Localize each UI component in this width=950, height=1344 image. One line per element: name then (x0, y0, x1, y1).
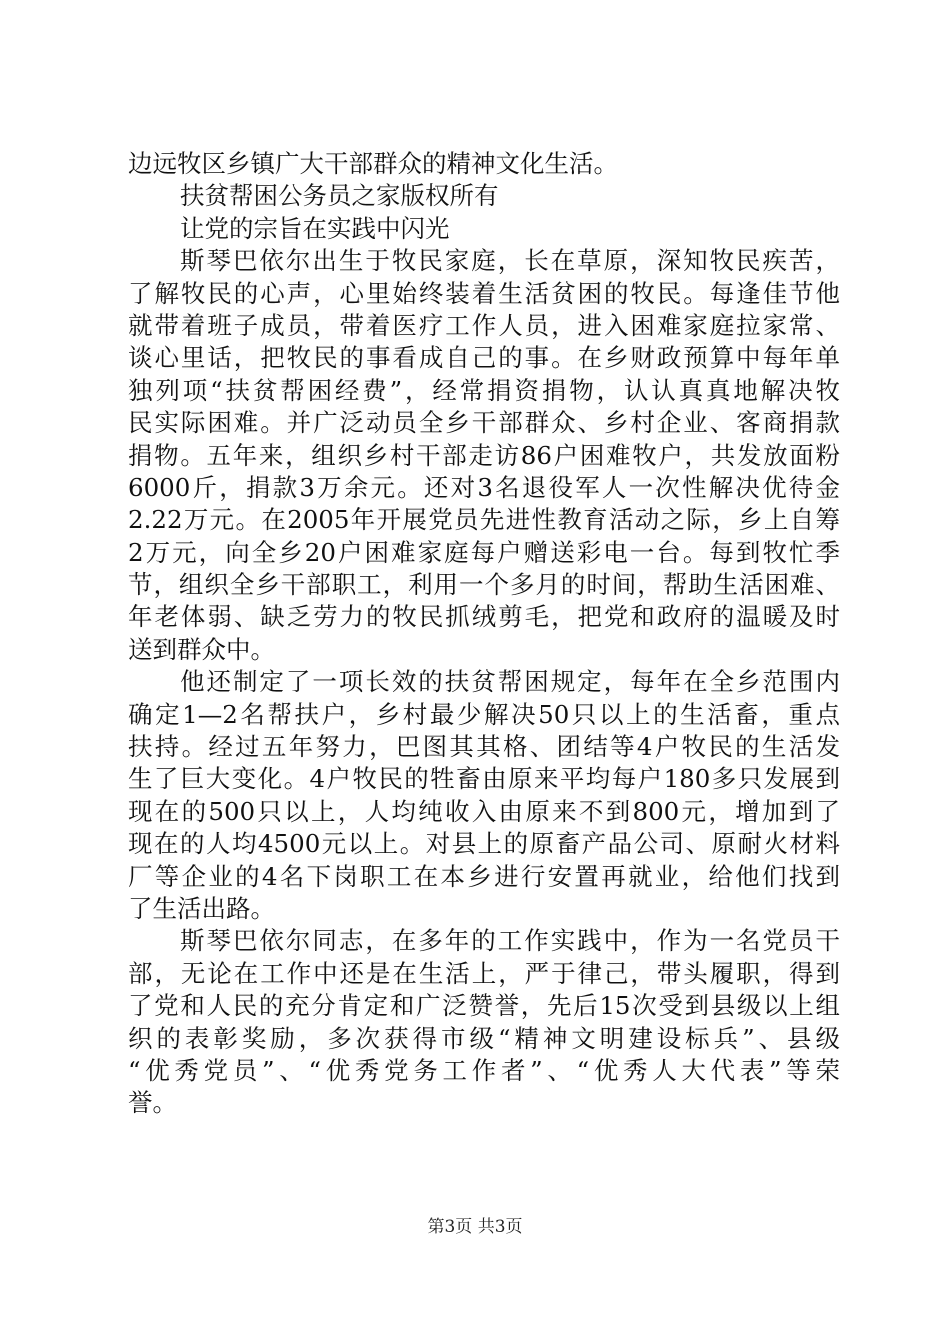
text-line: 让党的宗旨在实践中闪光 (180, 213, 450, 243)
text-line: 了生活出路。 (128, 893, 275, 923)
text-line: 年老体弱、缺乏劳力的牧民抓绒剪毛，把党和政府的温暖及时 (128, 602, 840, 632)
page-number-label: 第3页 共3页 (427, 1217, 523, 1237)
text-line: 独列项“扶贫帮困经费”，经常捐资捐物，认认真真地解决牧 (128, 375, 840, 405)
text-line: 扶贫帮困公务员之家版权所有 (180, 181, 499, 211)
text-line: 捐物。五年来，组织乡村干部走访86户困难牧户，共发放面粉 (128, 440, 840, 470)
text-line: 部，无论在工作中还是在生活上，严于律己，带头履职，得到 (128, 958, 840, 988)
text-line: 生了巨大变化。4户牧民的牲畜由原来平均每户180多只发展到 (128, 764, 840, 794)
text-line: 2.22万元。在2005年开展党员先进性教育活动之际，乡上自筹 (128, 505, 840, 535)
text-line: 扶持。经过五年努力，巴图其其格、团结等4户牧民的生活发 (128, 732, 840, 762)
page-footer (0, 1216, 950, 1238)
text-line: 节，组织全乡干部职工，利用一个多月的时间，帮助生活困难、 (128, 570, 840, 600)
document-body (128, 148, 840, 1120)
text-line: “优秀党员”、“优秀党务工作者”、“优秀人大代表”等荣 (128, 1055, 840, 1085)
text-line: 民实际困难。并广泛动员全乡干部群众、乡村企业、客商捐款 (128, 408, 840, 438)
text-line: 斯琴巴依尔出生于牧民家庭，长在草原，深知牧民疾苦， (180, 246, 840, 276)
text-line: 现在的500只以上，人均纯收入由原来不到800元，增加到了 (128, 796, 840, 826)
text-line: 谈心里话，把牧民的事看成自己的事。在乡财政预算中每年单 (128, 343, 840, 373)
text-line: 他还制定了一项长效的扶贫帮困规定，每年在全乡范围内 (180, 667, 840, 697)
text-line: 就带着班子成员，带着医疗工作人员，进入困难家庭拉家常、 (128, 310, 840, 340)
text-line: 边远牧区乡镇广大干部群众的精神文化生活。 (128, 149, 618, 178)
text-line: 2万元，向全乡20户困难家庭每户赠送彩电一台。每到牧忙季 (128, 537, 840, 567)
text-line: 斯琴巴依尔同志，在多年的工作实践中，作为一名党员干 (180, 926, 840, 956)
text-line: 现在的人均4500元以上。对县上的原畜产品公司、原耐火材料 (128, 829, 840, 859)
text-line: 厂等企业的4名下岗职工在本乡进行安置再就业，给他们找到 (128, 861, 840, 891)
text-line: 了解牧民的心声，心里始终装着生活贫困的牧民。每逢佳节他 (128, 278, 840, 308)
text-line: 确定1—2名帮扶户，乡村最少解决50只以上的生活畜，重点 (128, 699, 840, 729)
text-line: 6000斤，捐款3万余元。还对3名退役军人一次性解决优待金 (128, 472, 840, 502)
text-line: 织的表彰奖励，多次获得市级“精神文明建设标兵”、县级 (128, 1023, 840, 1053)
text-line: 了党和人民的充分肯定和广泛赞誉，先后15次受到县级以上组 (128, 991, 840, 1021)
text-line: 送到群众中。 (128, 634, 275, 664)
text-line: 誉。 (128, 1088, 177, 1118)
